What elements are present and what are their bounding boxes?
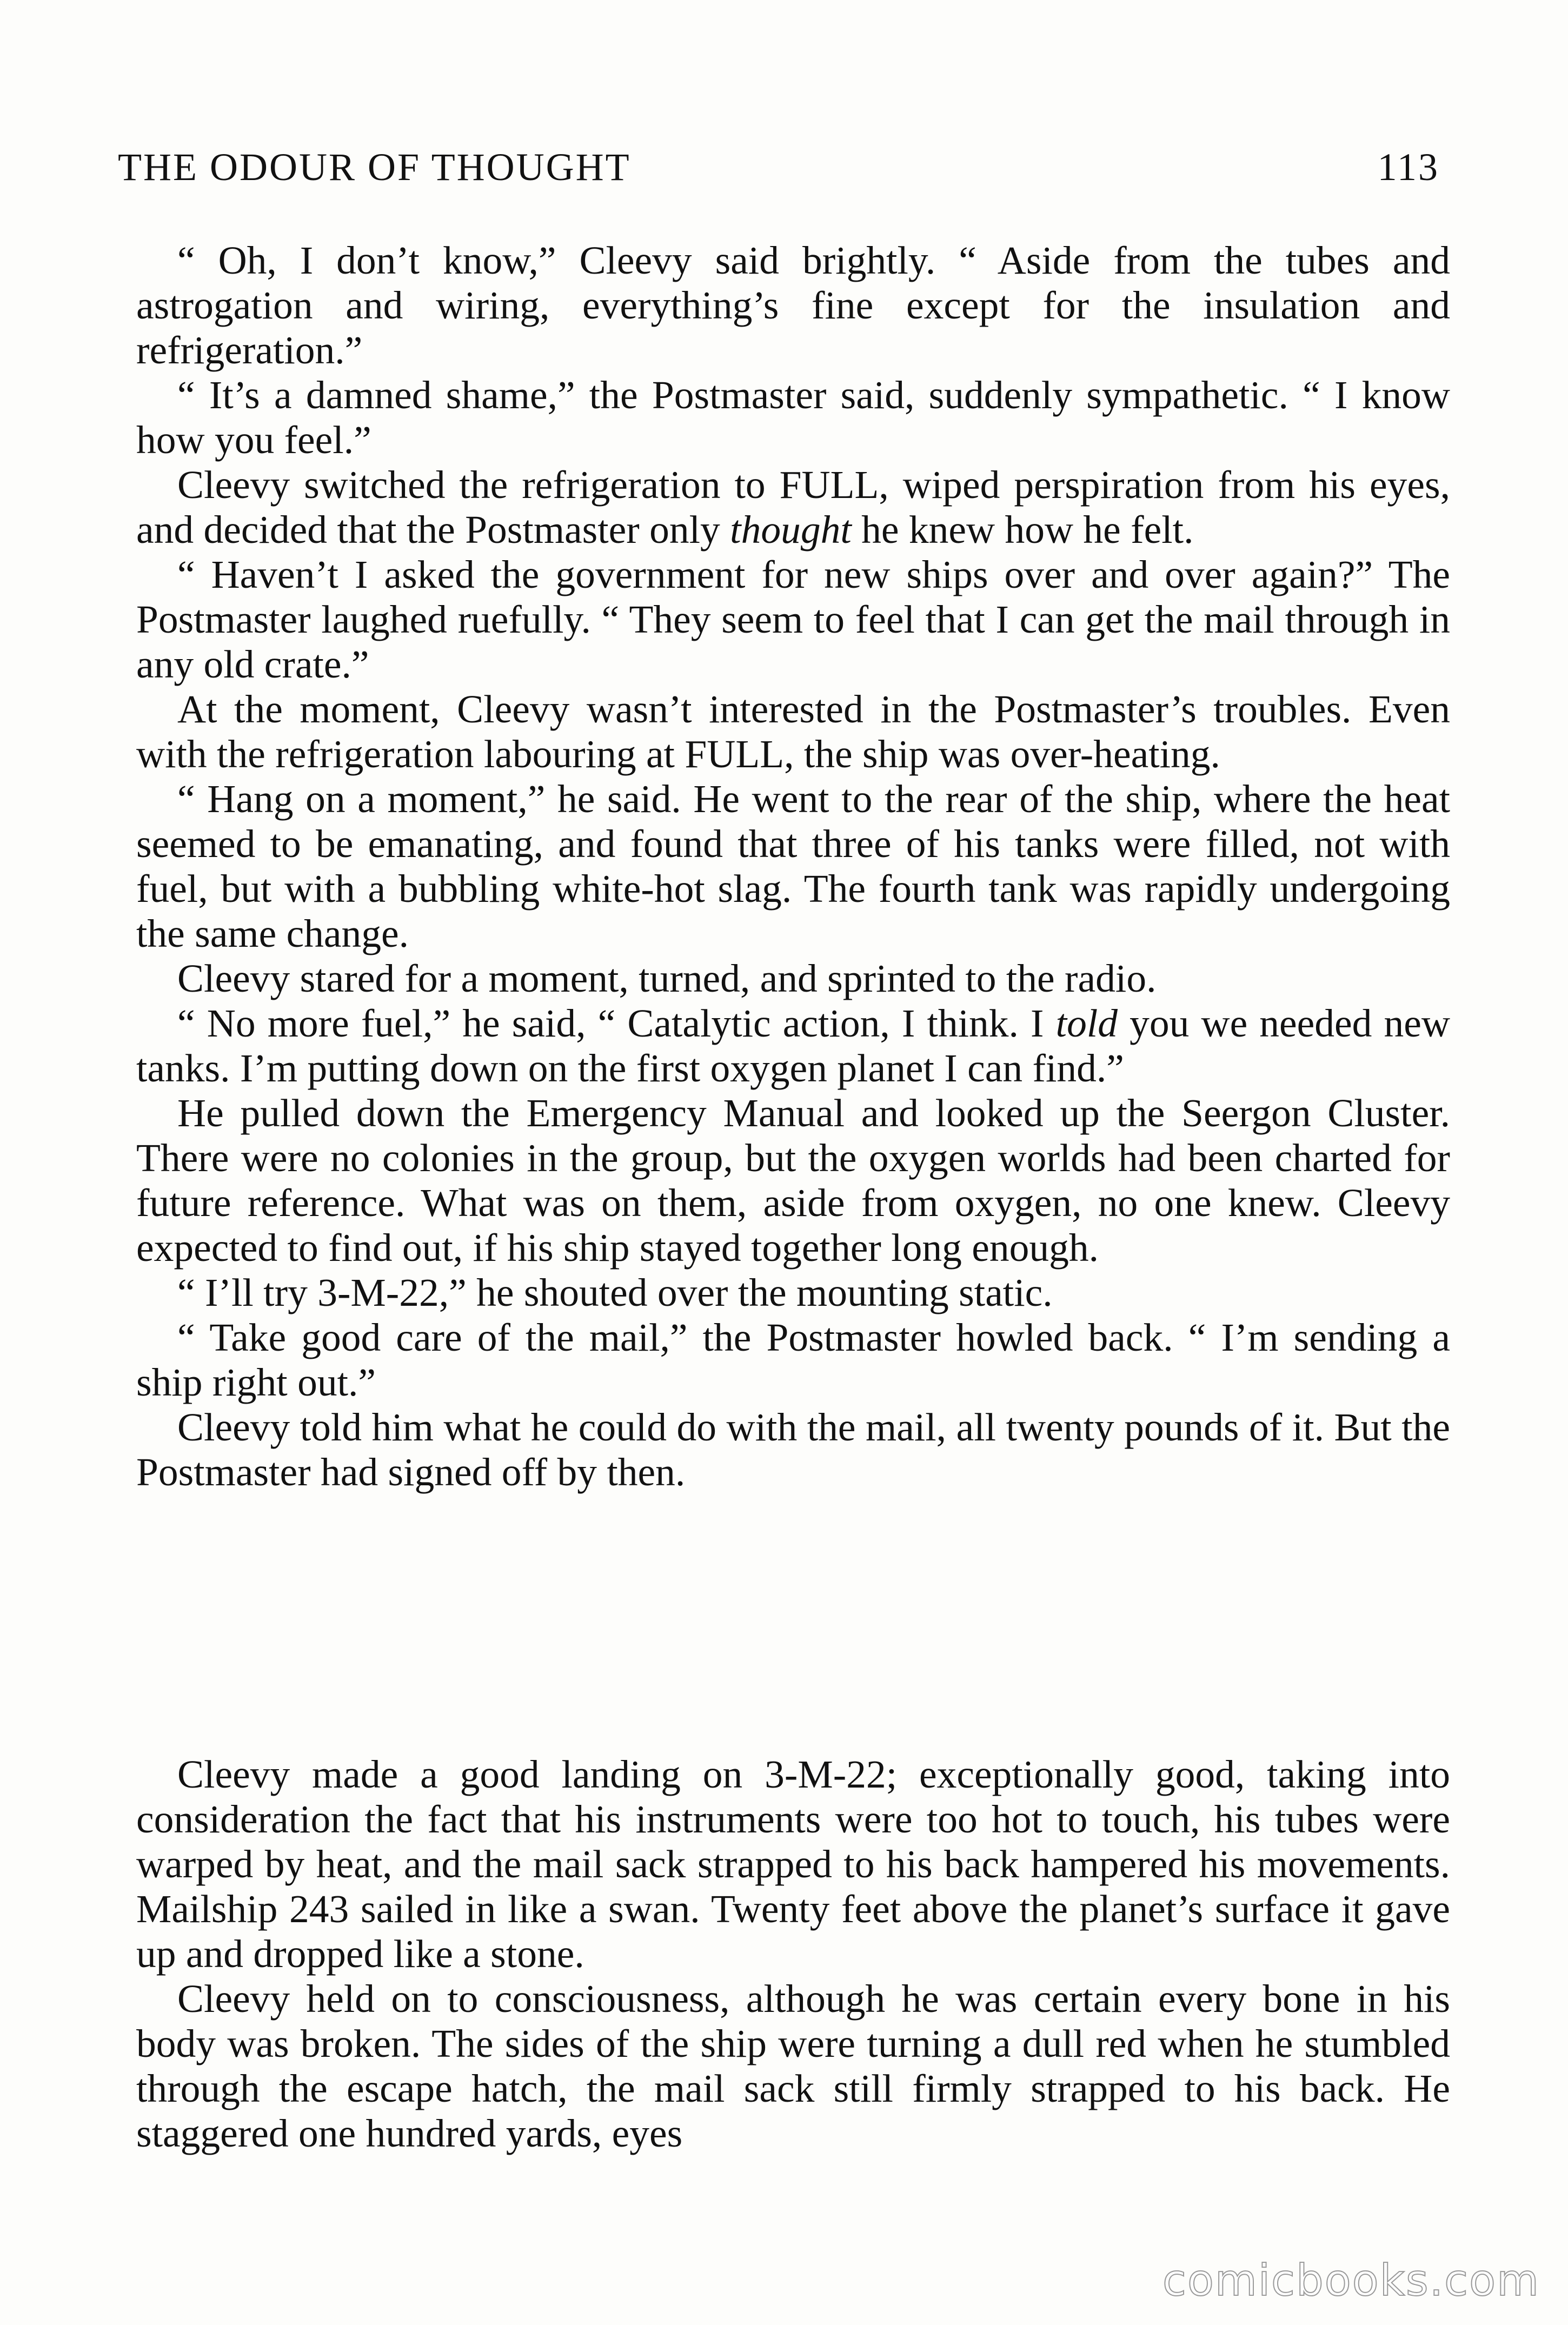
paragraph: Cleevy made a good landing on 3-M-22; exceptionally good, taking into consideration the fact that his instruments were too hot to touch, his tubes were warped by heat, and the mail sack strapped to his back hampered his movements. Mailship 243 sailed in like a swan. Twenty feet above the planet’s surface it gave up and dropped like a stone. [136, 1752, 1450, 1976]
paragraph: Cleevy stared for a moment, turned, and sprinted to the radio. [177, 956, 1157, 1000]
paragraph: “ No more fuel,” he said, “ Catalytic action, I think. I told you we needed new tanks. I’m putting down on the first oxygen planet I can find.” [136, 1001, 1450, 1090]
emphasis: thought [730, 508, 852, 552]
running-title: THE ODOUR OF THOUGHT [118, 145, 631, 189]
paragraph: “ Hang on a moment,” he said. He went to the rear of the ship, where the heat seemed to be emanating, and found that three of his tanks were filled, not with fuel, but with a bubbling white-hot slag. The fourth tank was rapidly undergoing the same change. [136, 777, 1450, 955]
page-number: 113 [1377, 145, 1439, 189]
site-watermark: comicbooks.com [1162, 2255, 1540, 2306]
paragraph: “ Take good care of the mail,” the Postmaster howled back. “ I’m sending a ship right out.” [136, 1316, 1450, 1404]
paragraph: “ Haven’t I asked the government for new ships over and over again?” The Postmaster laughed ruefully. “ They seem to feel that I can get the mail through in any old crate.” [136, 553, 1450, 686]
paragraph: He pulled down the Emergency Manual and looked up the Seergon Cluster. There were no colonies in the group, but the oxygen worlds had been charted for future reference. What was on them, aside from oxygen, no one knew. Cleevy expected to find out, if his ship stayed together long enough. [136, 1091, 1450, 1270]
paragraph: Cleevy told him what he could do with the mail, all twenty pounds of it. But the Postmaster had signed off by then. [136, 1405, 1450, 1494]
emphasis: told [1055, 1001, 1118, 1045]
paragraph: “ Oh, I don’t know,” Cleevy said brightly. “ Aside from the tubes and astrogation and wiring, everything’s fine except for the insulation and refrigeration.” [136, 238, 1450, 372]
paragraph: “ I’ll try 3-M-22,” he shouted over the mounting static. [177, 1271, 1053, 1314]
paragraph: “ It’s a damned shame,” the Postmaster said, suddenly sympathetic. “ I know how you feel.” [136, 373, 1450, 462]
paragraph: Cleevy switched the refrigeration to FULL, wiped perspiration from his eyes, and decided that the Postmaster only thought he knew how he felt. [136, 463, 1450, 552]
text-section-2 [136, 1752, 1450, 2156]
paragraph: At the moment, Cleevy wasn’t interested in the Postmaster’s troubles. Even with the refrigeration labouring at FULL, the ship was over-heating. [136, 687, 1450, 776]
running-header [118, 145, 1439, 190]
paragraph: Cleevy held on to consciousness, although he was certain every bone in his body was broken. The sides of the ship were turning a dull red when he stumbled through the escape hatch, the mail sack still firmly strapped to his back. He staggered one hundred yards, eyes [136, 1977, 1450, 2155]
text-section-1 [136, 238, 1450, 1494]
